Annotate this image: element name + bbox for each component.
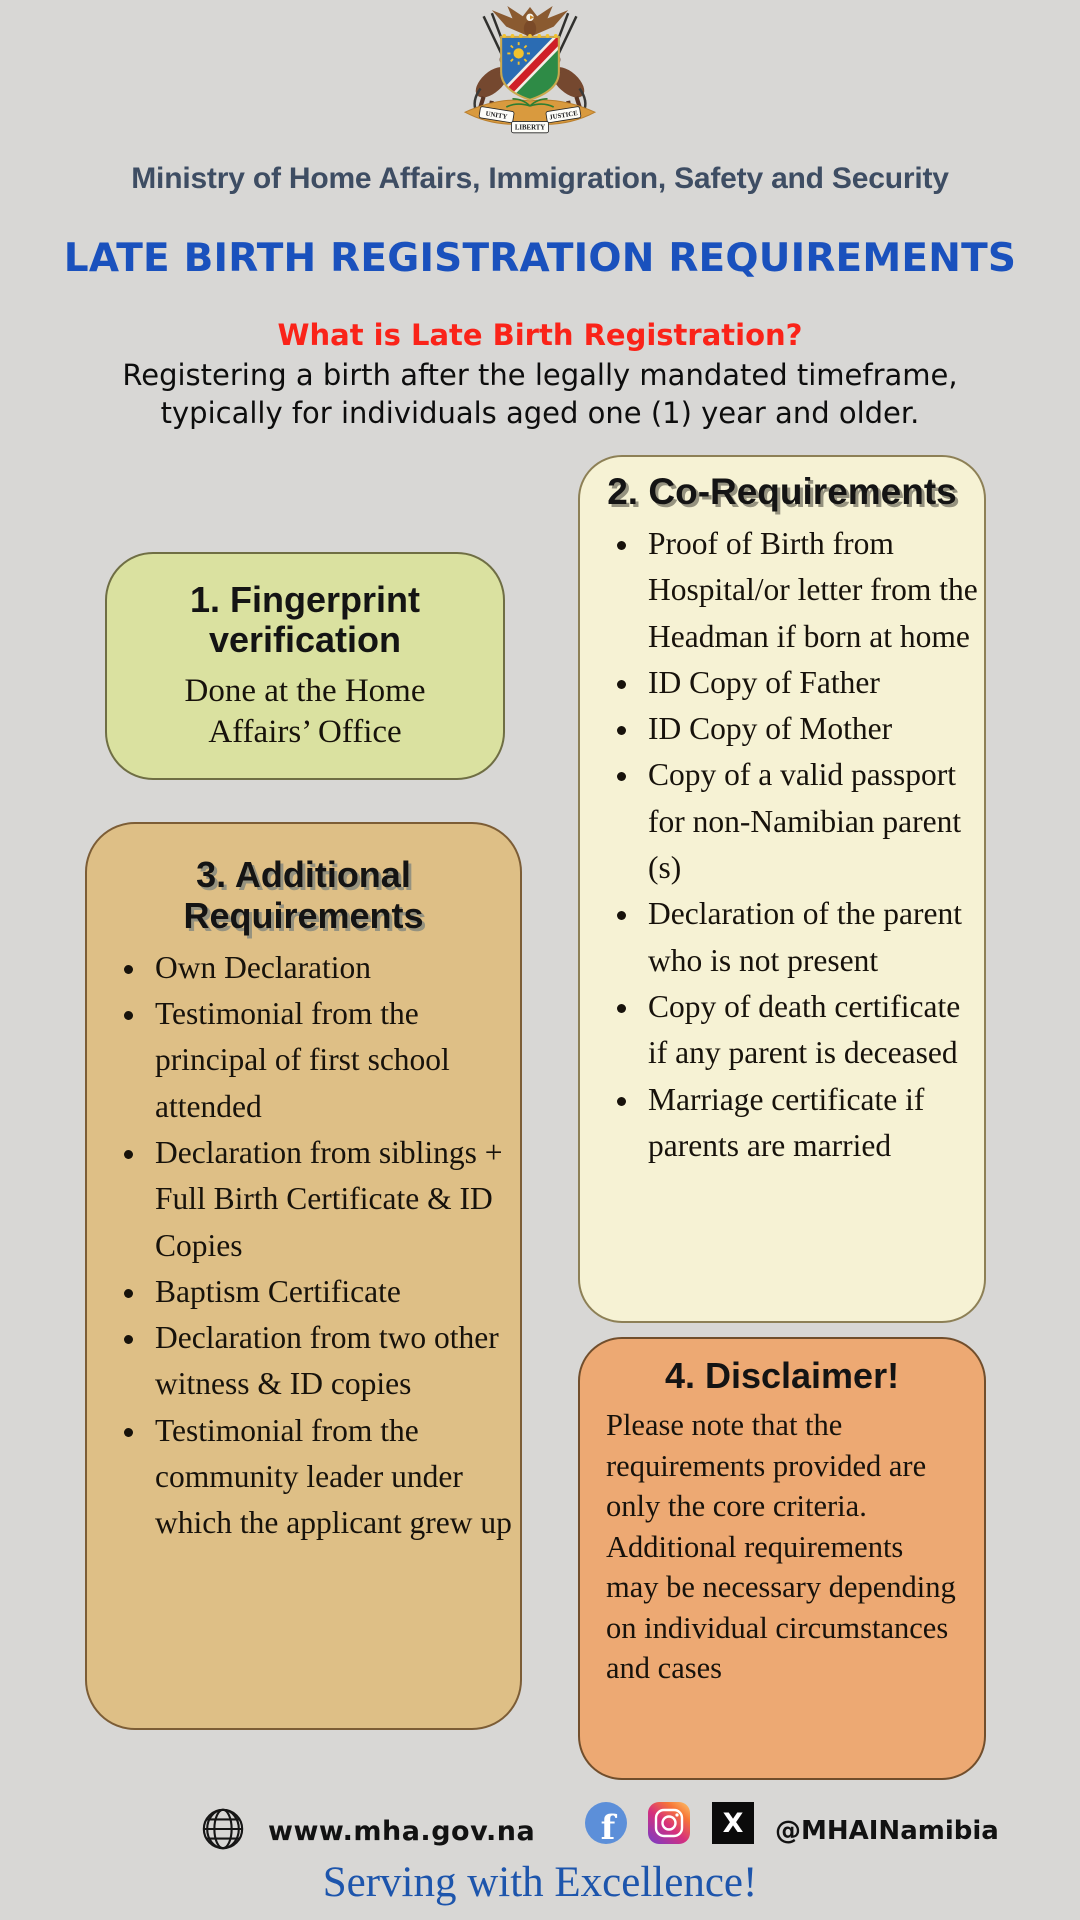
facebook-f-glyph: f xyxy=(600,1807,616,1844)
x-icon xyxy=(712,1802,754,1844)
flag-shield xyxy=(499,34,561,104)
list-item: • ID Copy of Father xyxy=(642,660,984,706)
box1-title: 1. Fingerprint verification xyxy=(189,579,420,660)
box4-title: 4. Disclaimer! xyxy=(664,1355,900,1396)
additional-requirements-box xyxy=(85,822,522,1730)
list-item: • Declaration of the parent who is not present xyxy=(642,891,984,984)
ministry-heading: Ministry of Home Affairs, Immigration, Safety and Security xyxy=(131,162,949,195)
list-item: • Declaration from two other witness & ID copies xyxy=(149,1315,520,1408)
motto-unity: UNITY xyxy=(485,110,508,121)
website-url: www.mha.gov.na xyxy=(268,1816,536,1847)
definition-line-2: typically for individuals aged one (1) year and older. xyxy=(160,396,920,431)
co-requirements-list xyxy=(580,521,984,1169)
fingerprint-verification-box xyxy=(105,552,505,780)
list-item: • ID Copy of Mother xyxy=(642,706,984,752)
list-item: • Proof of Birth from Hospital/or letter from the Headman if born at home xyxy=(642,521,984,660)
list-item: • Copy of a valid passport for non-Namibian parent (s) xyxy=(642,752,984,891)
additional-requirements-list xyxy=(87,945,520,1547)
list-item: • Testimonial from the principal of first school attended xyxy=(149,991,520,1130)
list-item: • Marriage certificate if parents are married xyxy=(642,1077,984,1170)
box2-title: 2. Co-Requirements xyxy=(607,471,957,512)
instagram-icon xyxy=(648,1802,690,1844)
co-requirements-box xyxy=(578,455,986,1323)
intro-question: What is Late Birth Registration? xyxy=(277,318,803,352)
list-item: • Own Declaration xyxy=(149,945,520,991)
tagline: Serving with Excellence! xyxy=(322,1859,758,1906)
definition-line-1: Registering a birth after the legally mandated timeframe, xyxy=(122,358,958,392)
social-handle: @MHAINamibia xyxy=(775,1816,999,1846)
list-item: • Declaration from siblings + Full Birth Certificate & ID Copies xyxy=(149,1130,520,1269)
poster-title: LATE BIRTH REGISTRATION REQUIREMENTS xyxy=(63,236,1017,281)
box3-title: 3. Additional Requirements xyxy=(183,854,424,937)
box1-body: Done at the Home Affairs’ Office xyxy=(184,673,426,751)
motto-liberty: LIBERTY xyxy=(514,124,546,132)
box4-body: Please note that the requirements provided are only the core criteria. Additional requirements may be necessary depending on individual circumstances and cases xyxy=(606,1408,956,1686)
facebook-icon xyxy=(585,1802,627,1844)
list-item: • Baptism Certificate xyxy=(149,1269,520,1315)
intro-definition xyxy=(0,356,1080,433)
fish-eagle-icon xyxy=(492,6,568,37)
motto-justice: JUSTICE xyxy=(548,110,579,122)
list-item: • Copy of death certificate if any parent is deceased xyxy=(642,984,984,1077)
x-glyph: X xyxy=(722,1807,744,1839)
list-item: • Testimonial from the community leader under which the applicant grew up xyxy=(149,1408,520,1547)
globe-icon xyxy=(200,1806,246,1852)
disclaimer-box xyxy=(578,1337,986,1780)
namibia-coat-of-arms xyxy=(452,6,608,140)
